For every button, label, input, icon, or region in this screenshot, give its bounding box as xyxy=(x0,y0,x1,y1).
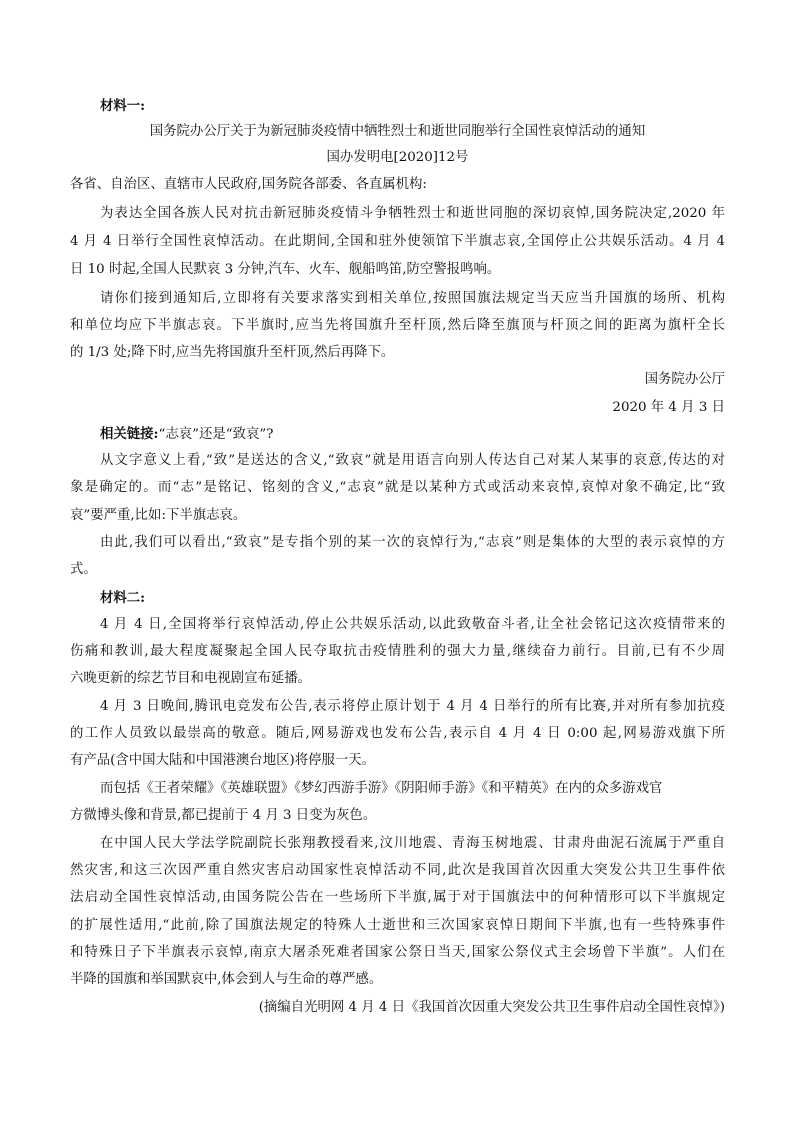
material1-heading: 材料一: xyxy=(100,98,146,114)
m2-p2-line2: 的工作人员致以最崇高的敬意。随后,网易游戏也发布公告,表示自 4 月 4 日 0:00 起,网易游戏旗下所 xyxy=(70,726,725,741)
m1-p2-line3: 的 1/3 处;降下时,应当先将国旗升至杆顶,然后再降下。 xyxy=(70,345,395,360)
related-p1-line1: 从文字意义上看,“致”是送达的含义,“致哀”就是用语言向别人传达自己对某人某事的哀意,传达的对 xyxy=(100,453,725,468)
source-citation: (摘编自光明网 4 月 4 日《我国首次因重大突发公共卫生事件启动全国性哀悼》) xyxy=(258,1000,725,1015)
m2-p4-line5: 和特殊日子下半旗表示哀悼,南京大屠杀死难者国家公祭日当天,国家公祭仪式主会场曾下半旗”。人们在 xyxy=(70,945,725,960)
m2-p4-line2: 然灾害,和这三次因严重自然灾害启动国家性哀悼活动不同,此次是我国首次因重大突发公共卫生事件依 xyxy=(70,863,725,878)
related-heading-line xyxy=(100,423,755,446)
m2-p4-line3: 法启动全国性哀悼活动,由国务院公告在一些场所下半旗,属于对于国旗法中的何种情形可以下半旗规定 xyxy=(70,890,725,905)
recipients: 各省、自治区、直辖市人民政府,国务院各部委、各直属机构: xyxy=(70,177,427,192)
m2-p4-line6: 半降的国旗和举国默哀中,体会到人与生命的尊严感。 xyxy=(70,972,383,987)
m1-p2-line1: 请你们接到通知后,立即将有关要求落实到相关单位,按照国旗法规定当天应当升国旗的场所、机构 xyxy=(100,291,725,306)
related-p2-line1: 由此,我们可以看出,“致哀”是专指个别的某一次的哀悼行为,“志哀”则是集体的大型的表示哀悼的方 xyxy=(100,535,725,550)
m2-p2-line1: 4 月 3 日晚间,腾讯电竞发布公告,表示将停止原计划于 4 月 4 日举行的所有比赛,并对所有参加抗疫 xyxy=(100,699,725,714)
m2-p1-line2: 伤痛和教训,最大程度凝聚起全国人民夺取抗击疫情胜利的强大力量,继续奋力前行。目前,已有不少周 xyxy=(70,644,725,659)
m1-p1-line1: 为表达全国各族人民对抗击新冠肺炎疫情斗争牺牲烈士和逝世同胞的深切哀悼,国务院决定,2020 年 xyxy=(100,206,725,221)
m2-p3-line2: 方微博头像和背景,都已提前于 4 月 3 日变为灰色。 xyxy=(70,808,377,823)
m1-p1-line3: 日 10 时起,全国人民默哀 3 分钟,汽车、火车、舰船鸣笛,防空警报鸣响。 xyxy=(70,262,501,277)
material2-heading: 材料二: xyxy=(100,590,146,606)
m1-p2-line2: 和单位均应下半旗志哀。下半旗时,应当先将国旗升至杆顶,然后降至旗顶与杆顶之间的距离为旗杆全长 xyxy=(70,318,725,333)
related-question: “志哀”还是“致哀”? xyxy=(158,427,274,442)
doc-number: 国办发明电[2020]12号 xyxy=(326,150,469,165)
m2-p4-line4: 的扩展性适用,“此前,除了国旗法规定的特殊人士逝世和三次国家哀悼日期间下半旗,也有一些特殊事件 xyxy=(70,918,725,933)
notice-date: 2020 年 4 月 3 日 xyxy=(612,400,725,415)
related-p2-line2: 式。 xyxy=(70,562,97,577)
related-heading: 相关链接: xyxy=(100,426,159,442)
m1-p1-line2: 4 月 4 日举行全国性哀悼活动。在此期间,全国和驻外使领馆下半旗志哀,全国停止公共娱乐活动。4 月 4 xyxy=(70,234,725,249)
signature: 国务院办公厅 xyxy=(644,372,725,387)
m2-p1-line3: 六晚更新的综艺节目和电视剧宣布延播。 xyxy=(70,671,312,686)
m2-p4-line1: 在中国人民大学法学院副院长张翔教授看来,汶川地震、青海玉树地震、甘肃舟曲泥石流属于严重自 xyxy=(100,836,725,851)
m2-p2-line3: 有产品(含中国大陆和中国港澳台地区)将停服一天。 xyxy=(70,753,376,768)
notice-title: 国务院办公厅关于为新冠肺炎疫情中牺牲烈士和逝世同胞举行全国性哀悼活动的通知 xyxy=(149,124,646,139)
m2-p3-line1: 而包括《王者荣耀》《英雄联盟》《梦幻西游手游》《阴阳师手游》《和平精英》在内的众多游戏官 xyxy=(100,781,663,796)
related-p1-line2: 象是确定的。而“志”是铭记、铭刻的含义,“志哀”就是以某种方式或活动来哀悼,哀悼对象不确定,比“致 xyxy=(70,480,725,495)
related-p1-line3: 哀”要严重,比如:下半旗志哀。 xyxy=(70,508,247,523)
m2-p1-line1: 4 月 4 日,全国将举行哀悼活动,停止公共娱乐活动,以此致敬奋斗者,让全社会铭记这次疫情带来的 xyxy=(100,617,725,632)
